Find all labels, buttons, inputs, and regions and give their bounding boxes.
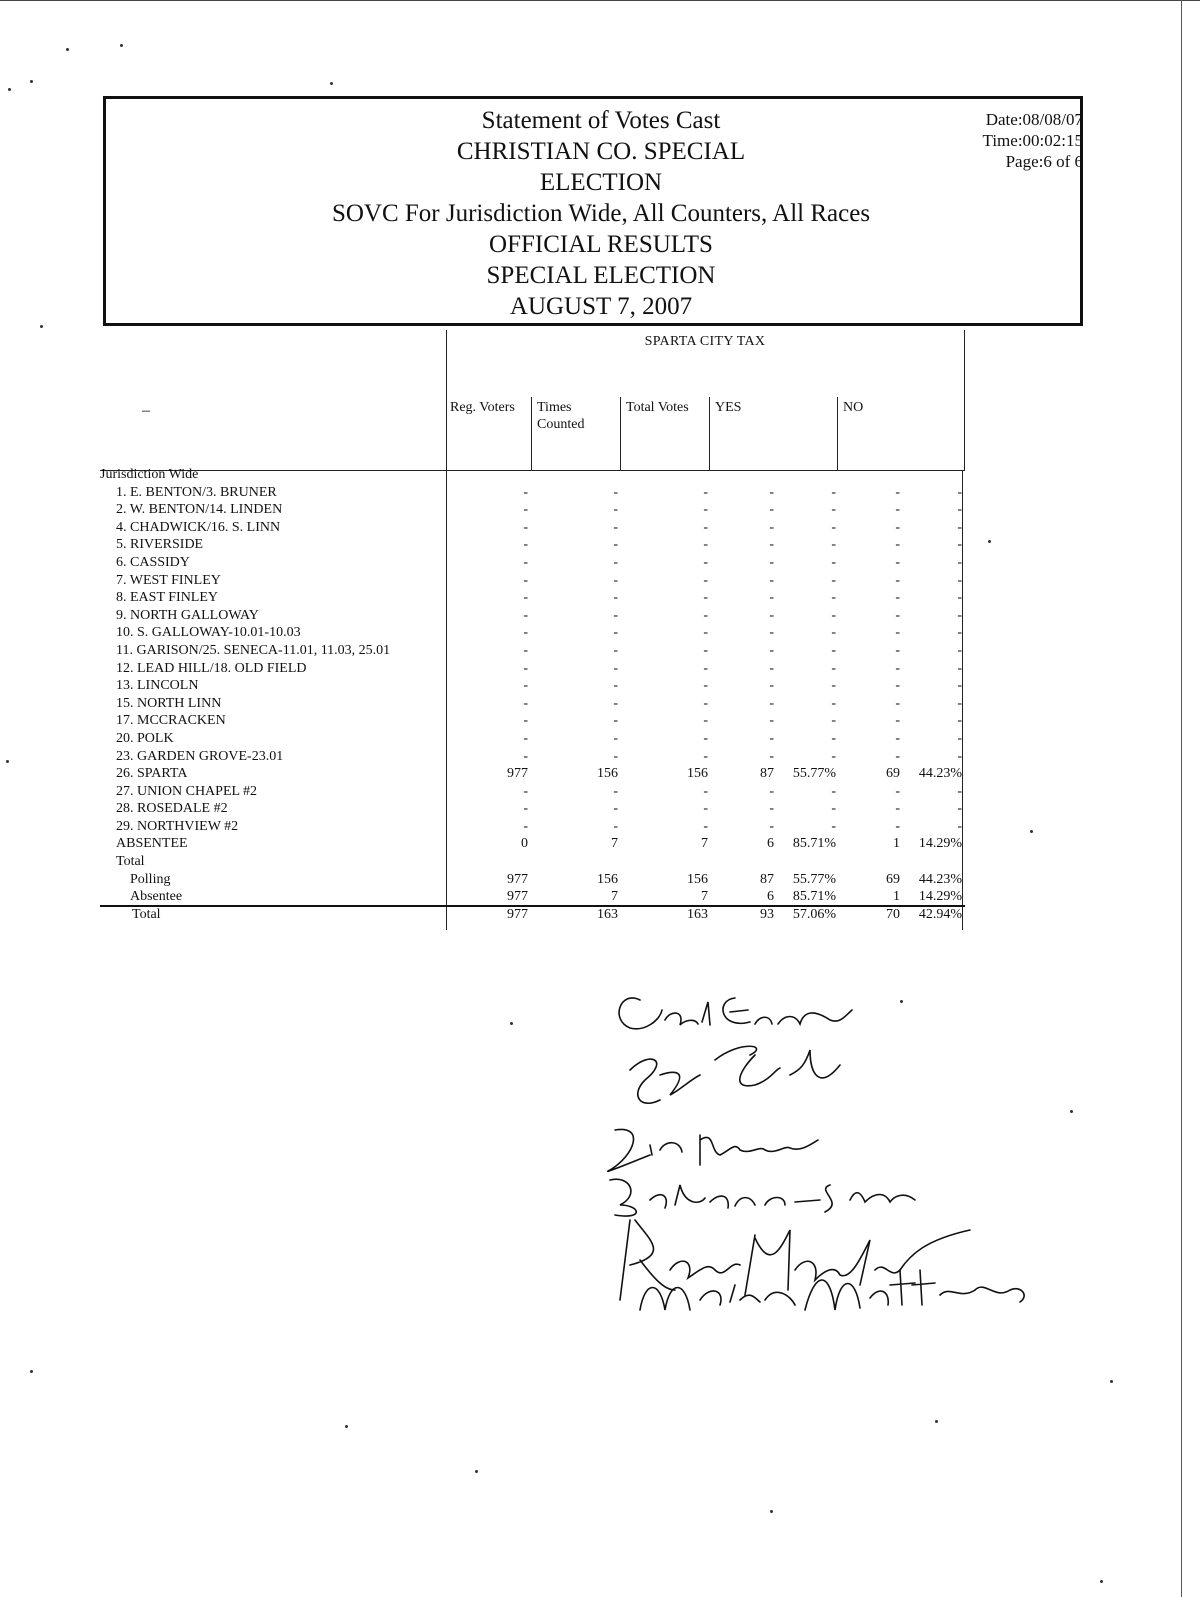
precinct-name: 5. RIVERSIDE [116, 537, 204, 553]
precinct-name: 9. NORTH GALLOWAY [116, 607, 259, 623]
cell-no-percent: - [957, 642, 962, 658]
cell-yes-percent: 85.71% [792, 836, 836, 852]
cell-no-percent: 42.94% [918, 906, 962, 922]
cell-no-percent: 44.23% [918, 766, 962, 782]
cell-total-votes: 7 [701, 889, 708, 905]
cell-times-counted: - [613, 713, 618, 729]
cell-reg-voters: - [523, 554, 528, 570]
cell-yes: - [769, 801, 774, 817]
table-row [100, 871, 980, 889]
title-line: SPECIAL ELECTION [486, 262, 716, 289]
cell-yes-percent: - [831, 519, 836, 535]
cell-yes-percent: - [831, 748, 836, 764]
cell-no: - [895, 695, 900, 711]
cell-total-votes: - [703, 748, 708, 764]
precinct-name: Total [132, 906, 161, 922]
cell-yes-percent: - [831, 660, 836, 676]
cell-reg-voters: 0 [521, 836, 528, 852]
cell-yes: - [769, 572, 774, 588]
precinct-name: 27. UNION CHAPEL #2 [116, 783, 258, 799]
cell-total-votes: - [703, 537, 708, 553]
table-divider [964, 330, 965, 470]
cell-times-counted: - [613, 730, 618, 746]
cell-total-votes: - [703, 660, 708, 676]
table-row [100, 765, 980, 783]
cell-total-votes: - [703, 607, 708, 623]
cell-no: - [895, 537, 900, 553]
report-date: Date:08/08/07 [985, 110, 1083, 129]
cell-no: 69 [886, 871, 900, 887]
cell-total-votes: - [703, 502, 708, 518]
col-times-label: Times [537, 400, 572, 415]
table-row [100, 783, 980, 801]
cell-yes: 6 [767, 836, 774, 852]
table-row [100, 589, 980, 607]
cell-no-percent: - [957, 607, 962, 623]
cell-reg-voters: - [523, 607, 528, 623]
cell-no: - [895, 484, 900, 500]
table-row [100, 519, 980, 537]
column-divider [837, 397, 838, 470]
precinct-name: Absentee [130, 889, 183, 905]
cell-times-counted: - [613, 537, 618, 553]
cell-yes: - [769, 625, 774, 641]
cell-no-percent: - [957, 572, 962, 588]
cell-yes: - [769, 642, 774, 658]
cell-no-percent: - [957, 748, 962, 764]
cell-yes: - [769, 502, 774, 518]
cell-yes-percent: - [831, 678, 836, 694]
col-counted-label: Counted [537, 417, 585, 432]
cell-yes: - [769, 590, 774, 606]
cell-yes-percent: 57.06% [792, 906, 836, 922]
table-row [100, 695, 980, 713]
cell-yes-percent: 85.71% [792, 889, 836, 905]
cell-total-votes: - [703, 572, 708, 588]
cell-total-votes: - [703, 783, 708, 799]
column-divider [709, 397, 710, 470]
cell-total-votes: - [703, 484, 708, 500]
precinct-name: 15. NORTH LINN [116, 695, 222, 711]
cell-reg-voters: - [523, 660, 528, 676]
table-row [100, 906, 980, 924]
cell-total-votes: - [703, 678, 708, 694]
cell-times-counted: - [613, 590, 618, 606]
table-row [100, 888, 980, 906]
table-row [100, 624, 980, 642]
cell-yes: - [769, 695, 774, 711]
col-times-counted [537, 399, 584, 433]
cell-yes-percent: - [831, 572, 836, 588]
cell-yes-percent: - [831, 801, 836, 817]
cell-times-counted: - [613, 642, 618, 658]
precinct-name: 4. CHADWICK/16. S. LINN [116, 519, 281, 535]
cell-total-votes: - [703, 642, 708, 658]
cell-total-votes: - [703, 554, 708, 570]
cell-no: - [895, 625, 900, 641]
cell-times-counted: - [613, 801, 618, 817]
cell-yes-percent: - [831, 590, 836, 606]
precinct-name: 11. GARISON/25. SENECA-11.01, 11.03, 25.01 [116, 642, 391, 658]
precinct-name: 28. ROSEDALE #2 [116, 801, 228, 817]
cell-yes: - [769, 484, 774, 500]
cell-reg-voters: - [523, 818, 528, 834]
cell-times-counted: - [613, 783, 618, 799]
cell-no-percent: - [957, 713, 962, 729]
report-header [103, 96, 1083, 326]
precinct-name: Polling [130, 871, 171, 887]
total-heading: Total [116, 854, 145, 870]
cell-yes-percent: - [831, 607, 836, 623]
cell-times-counted: - [613, 660, 618, 676]
cell-no-percent: 14.29% [918, 889, 962, 905]
cell-total-votes: 163 [687, 906, 708, 922]
cell-total-votes: 7 [701, 836, 708, 852]
table-row [100, 501, 980, 519]
cell-no-percent: - [957, 554, 962, 570]
table-row [100, 572, 980, 590]
cell-times-counted: 156 [597, 871, 618, 887]
cell-no-percent: - [957, 537, 962, 553]
cell-no-percent: - [957, 625, 962, 641]
cell-total-votes: - [703, 801, 708, 817]
cell-yes: - [769, 607, 774, 623]
cell-no: 1 [893, 836, 900, 852]
cell-total-votes: - [703, 625, 708, 641]
cell-times-counted: 156 [597, 766, 618, 782]
cell-yes-percent: - [831, 713, 836, 729]
table-row [100, 554, 980, 572]
title-line: CHRISTIAN CO. SPECIAL [456, 138, 746, 165]
cell-no-percent: 14.29% [918, 836, 962, 852]
title-line: AUGUST 7, 2007 [509, 293, 693, 320]
precinct-name: ABSENTEE [116, 836, 188, 852]
cell-yes-percent: - [831, 818, 836, 834]
cell-reg-voters: - [523, 537, 528, 553]
cell-reg-voters: - [523, 590, 528, 606]
cell-times-counted: - [613, 748, 618, 764]
precinct-name: 17. MCCRACKEN [116, 713, 226, 729]
cell-reg-voters: - [523, 801, 528, 817]
precinct-name: 13. LINCOLN [116, 678, 199, 694]
section-label: Jurisdiction Wide [100, 467, 199, 482]
cell-reg-voters: - [523, 642, 528, 658]
cell-no: - [895, 678, 900, 694]
cell-yes: - [769, 554, 774, 570]
table-row [100, 712, 980, 730]
cell-yes-percent: - [831, 642, 836, 658]
cell-no: - [895, 642, 900, 658]
cell-yes-percent: - [831, 554, 836, 570]
cell-yes: - [769, 537, 774, 553]
signature-image [590, 980, 1040, 1320]
table-row [100, 800, 980, 818]
cell-reg-voters: - [523, 625, 528, 641]
cell-reg-voters: - [523, 678, 528, 694]
precinct-name: 1. E. BENTON/3. BRUNER [116, 484, 277, 500]
blank-header: – [142, 402, 150, 419]
table-row [100, 730, 980, 748]
cell-reg-voters: - [523, 713, 528, 729]
table-row [100, 660, 980, 678]
cell-times-counted: - [613, 572, 618, 588]
cell-yes: - [769, 783, 774, 799]
column-divider [531, 397, 532, 470]
cell-yes: - [769, 713, 774, 729]
title-line: OFFICIAL RESULTS [489, 231, 713, 258]
cell-times-counted: 7 [611, 836, 618, 852]
cell-no: - [895, 818, 900, 834]
cell-total-votes: - [703, 818, 708, 834]
cell-total-votes: - [703, 713, 708, 729]
table-row [100, 835, 980, 853]
cell-yes-percent: - [831, 484, 836, 500]
cell-total-votes: - [703, 590, 708, 606]
cell-yes: 6 [767, 889, 774, 905]
table-row [100, 642, 980, 660]
cell-times-counted: - [613, 484, 618, 500]
precinct-name: 12. LEAD HILL/18. OLD FIELD [116, 660, 307, 676]
cell-yes-percent: 55.77% [792, 871, 836, 887]
cell-no: 70 [886, 906, 900, 922]
precinct-name: 7. WEST FINLEY [116, 572, 221, 588]
cell-yes-percent: - [831, 783, 836, 799]
cell-times-counted: - [613, 502, 618, 518]
cell-reg-voters: 977 [507, 871, 528, 887]
cell-no: - [895, 519, 900, 535]
cell-reg-voters: - [523, 484, 528, 500]
cell-no-percent: - [957, 695, 962, 711]
table-row [100, 677, 980, 695]
cell-no: - [895, 783, 900, 799]
table-row [100, 607, 980, 625]
cell-times-counted: - [613, 695, 618, 711]
cell-total-votes: - [703, 519, 708, 535]
cell-yes: 93 [760, 906, 774, 922]
cell-total-votes: - [703, 695, 708, 711]
col-yes: YES [715, 400, 742, 415]
title-line: SOVC For Jurisdiction Wide, All Counters, All Races [331, 200, 871, 227]
col-no: NO [843, 400, 864, 415]
cell-times-counted: - [613, 519, 618, 535]
cell-no: - [895, 801, 900, 817]
page-edge [0, 0, 1200, 1]
cell-no-percent: - [957, 484, 962, 500]
cell-no: - [895, 502, 900, 518]
table-row [100, 748, 980, 766]
cell-times-counted: - [613, 554, 618, 570]
cell-yes: - [769, 818, 774, 834]
report-title-block [106, 105, 1096, 322]
cell-no: - [895, 730, 900, 746]
precinct-name: 2. W. BENTON/14. LINDEN [116, 502, 283, 518]
cell-yes: 87 [760, 871, 774, 887]
cell-times-counted: - [613, 607, 618, 623]
cell-total-votes: 156 [687, 871, 708, 887]
race-title: SPARTA CITY TAX [644, 334, 766, 349]
page-edge-right [1181, 0, 1182, 1597]
title-line: ELECTION [539, 169, 663, 196]
cell-no: - [895, 554, 900, 570]
cell-yes: - [769, 678, 774, 694]
precinct-name: 8. EAST FINLEY [116, 590, 219, 606]
cell-no-percent: - [957, 730, 962, 746]
table-divider [446, 330, 447, 470]
table-row [100, 536, 980, 554]
col-total-votes: Total Votes [626, 400, 689, 415]
cell-reg-voters: 977 [507, 889, 528, 905]
cell-no-percent: - [957, 818, 962, 834]
cell-no-percent: - [957, 783, 962, 799]
cell-no-percent: - [957, 590, 962, 606]
report-meta [983, 109, 1083, 172]
report-page: Page:6 of 6 [1005, 152, 1083, 171]
total-heading-row [100, 853, 980, 871]
cell-no-percent: - [957, 801, 962, 817]
cell-reg-voters: - [523, 730, 528, 746]
table-body [100, 466, 980, 923]
cell-times-counted: 7 [611, 889, 618, 905]
cell-total-votes: - [703, 730, 708, 746]
cell-yes: - [769, 519, 774, 535]
cell-yes-percent: - [831, 730, 836, 746]
cell-yes-percent: 55.77% [792, 766, 836, 782]
precinct-name: 6. CASSIDY [116, 554, 190, 570]
cell-yes-percent: - [831, 625, 836, 641]
title-line: Statement of Votes Cast [481, 107, 721, 134]
cell-reg-voters: - [523, 748, 528, 764]
cell-total-votes: 156 [687, 766, 708, 782]
cell-no: - [895, 607, 900, 623]
cell-no: - [895, 660, 900, 676]
precinct-name: 23. GARDEN GROVE-23.01 [116, 748, 284, 764]
cell-reg-voters: - [523, 572, 528, 588]
cell-reg-voters: 977 [507, 766, 528, 782]
cell-no: - [895, 748, 900, 764]
cell-times-counted: - [613, 678, 618, 694]
cell-yes-percent: - [831, 537, 836, 553]
cell-reg-voters: - [523, 695, 528, 711]
col-reg-voters: Reg. Voters [450, 400, 515, 415]
cell-no: - [895, 713, 900, 729]
cell-no: - [895, 590, 900, 606]
precinct-name: 20. POLK [116, 730, 174, 746]
cell-yes: 87 [760, 766, 774, 782]
precinct-name: 29. NORTHVIEW #2 [116, 818, 239, 834]
cell-no-percent: - [957, 660, 962, 676]
table-row [100, 484, 980, 502]
cell-times-counted: 163 [597, 906, 618, 922]
cell-times-counted: - [613, 625, 618, 641]
cell-no: - [895, 572, 900, 588]
precinct-name: 26. SPARTA [116, 766, 188, 782]
cell-reg-voters: - [523, 519, 528, 535]
table-row [100, 818, 980, 836]
cell-no-percent: - [957, 678, 962, 694]
cell-times-counted: - [613, 818, 618, 834]
cell-yes-percent: - [831, 502, 836, 518]
cell-no: 69 [886, 766, 900, 782]
cell-no-percent: - [957, 502, 962, 518]
signatures [590, 980, 1040, 1320]
column-divider [620, 397, 621, 470]
cell-reg-voters: 977 [507, 906, 528, 922]
report-time: Time:00:02:15 [982, 131, 1083, 150]
cell-yes: - [769, 730, 774, 746]
cell-yes: - [769, 660, 774, 676]
cell-reg-voters: - [523, 783, 528, 799]
cell-reg-voters: - [523, 502, 528, 518]
precinct-name: 10. S. GALLOWAY-10.01-10.03 [116, 625, 301, 641]
cell-no: 1 [893, 889, 900, 905]
section-row [100, 466, 980, 484]
cell-no-percent: 44.23% [918, 871, 962, 887]
cell-yes: - [769, 748, 774, 764]
cell-no-percent: - [957, 519, 962, 535]
cell-yes-percent: - [831, 695, 836, 711]
